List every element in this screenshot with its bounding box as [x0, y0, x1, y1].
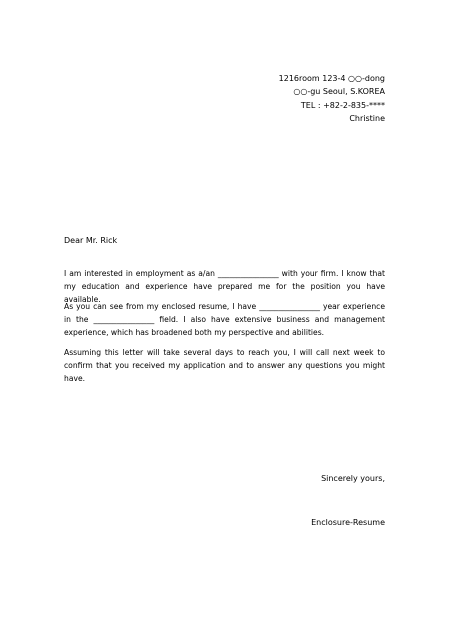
sender-phone: TEL : +82-2-835-****: [300, 100, 385, 110]
salutation: Dear Mr. Rick: [64, 236, 118, 245]
body-paragraph-1: I am interested in employment as a/an ________________ with your firm. I know that my education and experience have prepared me for the position you have available.: [64, 269, 385, 304]
sender-address-line2: ○○-gu Seoul, S.KOREA: [293, 87, 385, 97]
body-paragraph-2: As you can see from my enclosed resume, I have ________________ year experience in the ________________ field. I also have extensive business and management experience, which has broadened both my perspective and abilities.: [64, 302, 385, 337]
sender-address-block: [279, 72, 385, 125]
enclosure-note: Enclosure-Resume: [311, 518, 385, 527]
sender-address-line1: 1216room 123-4 ○○-dong: [278, 74, 385, 83]
body-paragraph-3: Assuming this letter will take several days to reach you, I will call next week to confirm that you received my application and to answer any questions you might have.: [64, 348, 385, 383]
closing: Sincerely yours,: [321, 474, 385, 483]
sender-name: Christine: [349, 113, 385, 123]
